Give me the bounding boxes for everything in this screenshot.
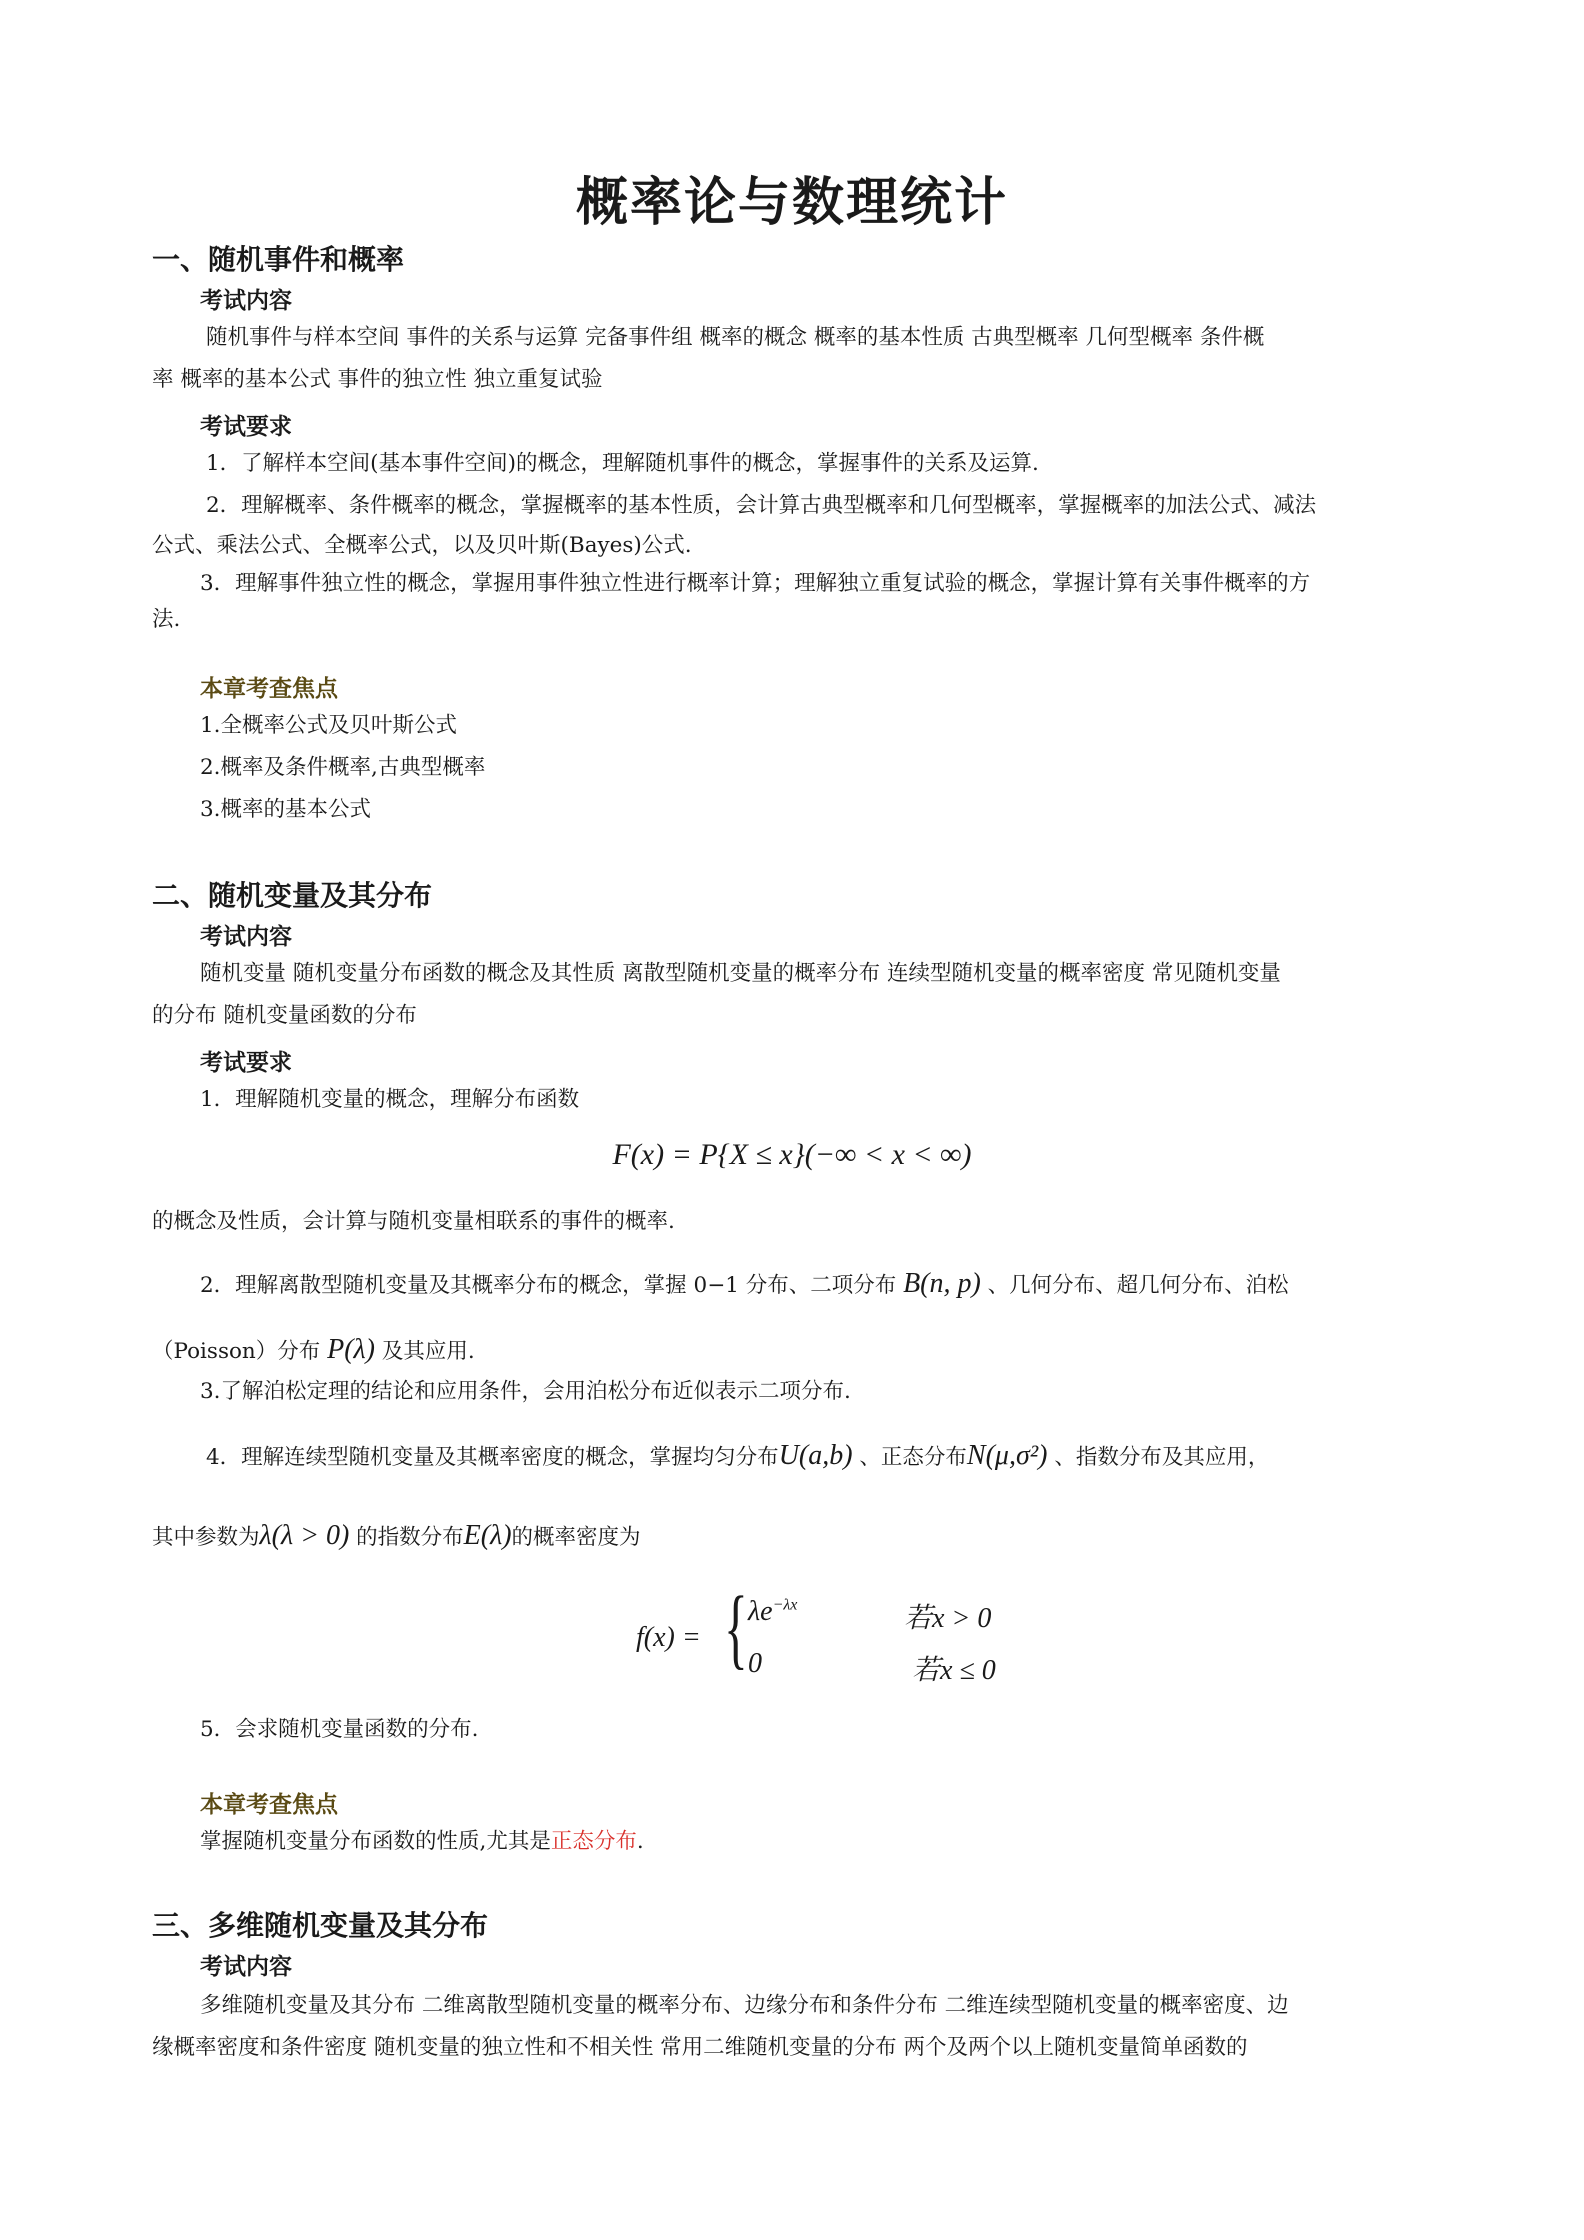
section-3-heading: 三、多维随机变量及其分布	[152, 1909, 489, 1942]
req4-text-d: 其中参数为	[152, 1525, 260, 1550]
section-3-content-line1: 多维随机变量及其分布 二维离散型随机变量的概率分布、边缘分布和条件分布 二维连续型随机变量的概率密度、边	[200, 1993, 1289, 2018]
section-1-focus-item: 2.概率及条件概率,古典型概率	[200, 755, 486, 780]
pdf-cond1: 若x > 0	[904, 1603, 992, 1634]
section-2-req4-line2	[152, 1516, 641, 1558]
section-1-req3-line2: 法.	[152, 607, 181, 632]
section-1-focus-item: 3.概率的基本公式	[200, 797, 372, 822]
section-2-focus	[200, 1822, 644, 1862]
section-1-req1: 1．了解样本空间(基本事件空间)的概念，理解随机事件的概念，掌握事件的关系及运算.	[206, 451, 1039, 476]
section-2-content-label: 考试内容	[200, 924, 292, 950]
poisson-formula: P(λ)	[327, 1334, 375, 1365]
section-2-req2-line2	[152, 1330, 475, 1372]
section-2-req1-tail: 的概念及性质，会计算与随机变量相联系的事件的概率.	[152, 1209, 675, 1234]
section-3-content-label: 考试内容	[200, 1954, 292, 1980]
req4-text-c: 、指数分布及其应用，	[1047, 1445, 1270, 1470]
pdf-case1	[748, 1596, 797, 1628]
req4-text-e: 的指数分布	[349, 1525, 464, 1550]
section-1-heading: 一、随机事件和概率	[152, 243, 405, 276]
pdf-case1-base: λe	[748, 1596, 773, 1627]
distribution-function-formula: F(x) = P{X ≤ x}(−∞ < x < ∞)	[612, 1138, 972, 1171]
section-2-content-line1: 随机变量 随机变量分布函数的概念及其性质 离散型随机变量的概率分布 连续型随机变量的概率密度 常见随机变量	[200, 961, 1281, 986]
pdf-cond2: 若x ≤ 0	[912, 1655, 996, 1686]
section-1-req-label: 考试要求	[200, 414, 292, 440]
section-2-req1: 1．理解随机变量的概念，理解分布函数	[200, 1087, 580, 1112]
exponential-formula: E(λ)	[463, 1520, 512, 1551]
section-1-req3-line1: 3．理解事件独立性的概念，掌握用事件独立性进行概率计算；理解独立重复试验的概念，掌握计算有关事件概率的方	[200, 571, 1311, 596]
section-1-content-line2: 率 概率的基本公式 事件的独立性 独立重复试验	[152, 367, 603, 392]
section-2-focus-label: 本章考查焦点	[200, 1792, 338, 1818]
focus-text-a: 掌握随机变量分布函数的性质,尤其是	[200, 1829, 551, 1854]
req2-text-d: 及其应用.	[375, 1339, 475, 1364]
req4-text-b: 、正态分布	[852, 1445, 967, 1470]
section-2-req-label: 考试要求	[200, 1050, 292, 1076]
section-2-content-line2: 的分布 随机变量函数的分布	[152, 1003, 417, 1028]
page-title: 概率论与数理统计	[575, 173, 1008, 233]
section-2-req2-line1	[200, 1264, 1289, 1306]
req2-text-b: 、几何分布、超几何分布、泊松	[980, 1273, 1289, 1298]
binomial-formula: B(n, p)	[903, 1268, 981, 1299]
section-1-content-line1: 随机事件与样本空间 事件的关系与运算 完备事件组 概率的概念 概率的基本性质 古典型概率 几何型概率 条件概	[206, 325, 1265, 350]
section-2-req4-line1	[206, 1436, 1269, 1478]
focus-text-b: .	[636, 1829, 644, 1854]
focus-highlight: 正态分布	[550, 1829, 637, 1854]
section-2-heading: 二、随机变量及其分布	[152, 879, 433, 912]
section-1-focus-item: 1.全概率公式及贝叶斯公式	[200, 713, 458, 738]
section-2-req3: 3.了解泊松定理的结论和应用条件，会用泊松分布近似表示二项分布.	[200, 1379, 851, 1404]
section-1-content-label: 考试内容	[200, 288, 292, 314]
pdf-lhs: f(x) =	[636, 1622, 701, 1653]
uniform-formula: U(a,b)	[778, 1440, 853, 1471]
section-2-req5: 5．会求随机变量函数的分布.	[200, 1717, 479, 1742]
section-1-focus-label: 本章考查焦点	[200, 676, 338, 702]
req2-text-c: （Poisson）分布	[152, 1339, 328, 1364]
req4-text-a: 4．理解连续型随机变量及其概率密度的概念，掌握均匀分布	[206, 1445, 779, 1470]
pdf-case2: 0	[748, 1648, 762, 1679]
req4-text-f: 的概率密度为	[511, 1525, 641, 1550]
section-1-req2-line1: 2．理解概率、条件概率的概念，掌握概率的基本性质，会计算古典型概率和几何型概率，掌握概率的加法公式、减法	[206, 493, 1317, 518]
section-3-content-line2: 缘概率密度和条件密度 随机变量的独立性和不相关性 常用二维随机变量的分布 两个及两个以上随机变量简单函数的	[152, 2035, 1248, 2060]
left-brace: {	[724, 1579, 748, 1678]
lambda-param-formula: λ(λ > 0)	[259, 1520, 350, 1551]
normal-formula: N(μ,σ²)	[966, 1440, 1048, 1471]
pdf-case1-exponent: −λx	[772, 1596, 798, 1614]
req2-text-a: 2．理解离散型随机变量及其概率分布的概念，掌握 0−1 分布、二项分布	[200, 1273, 904, 1298]
section-1-req2-line2: 公式、乘法公式、全概率公式，以及贝叶斯(Bayes)公式.	[152, 533, 692, 558]
